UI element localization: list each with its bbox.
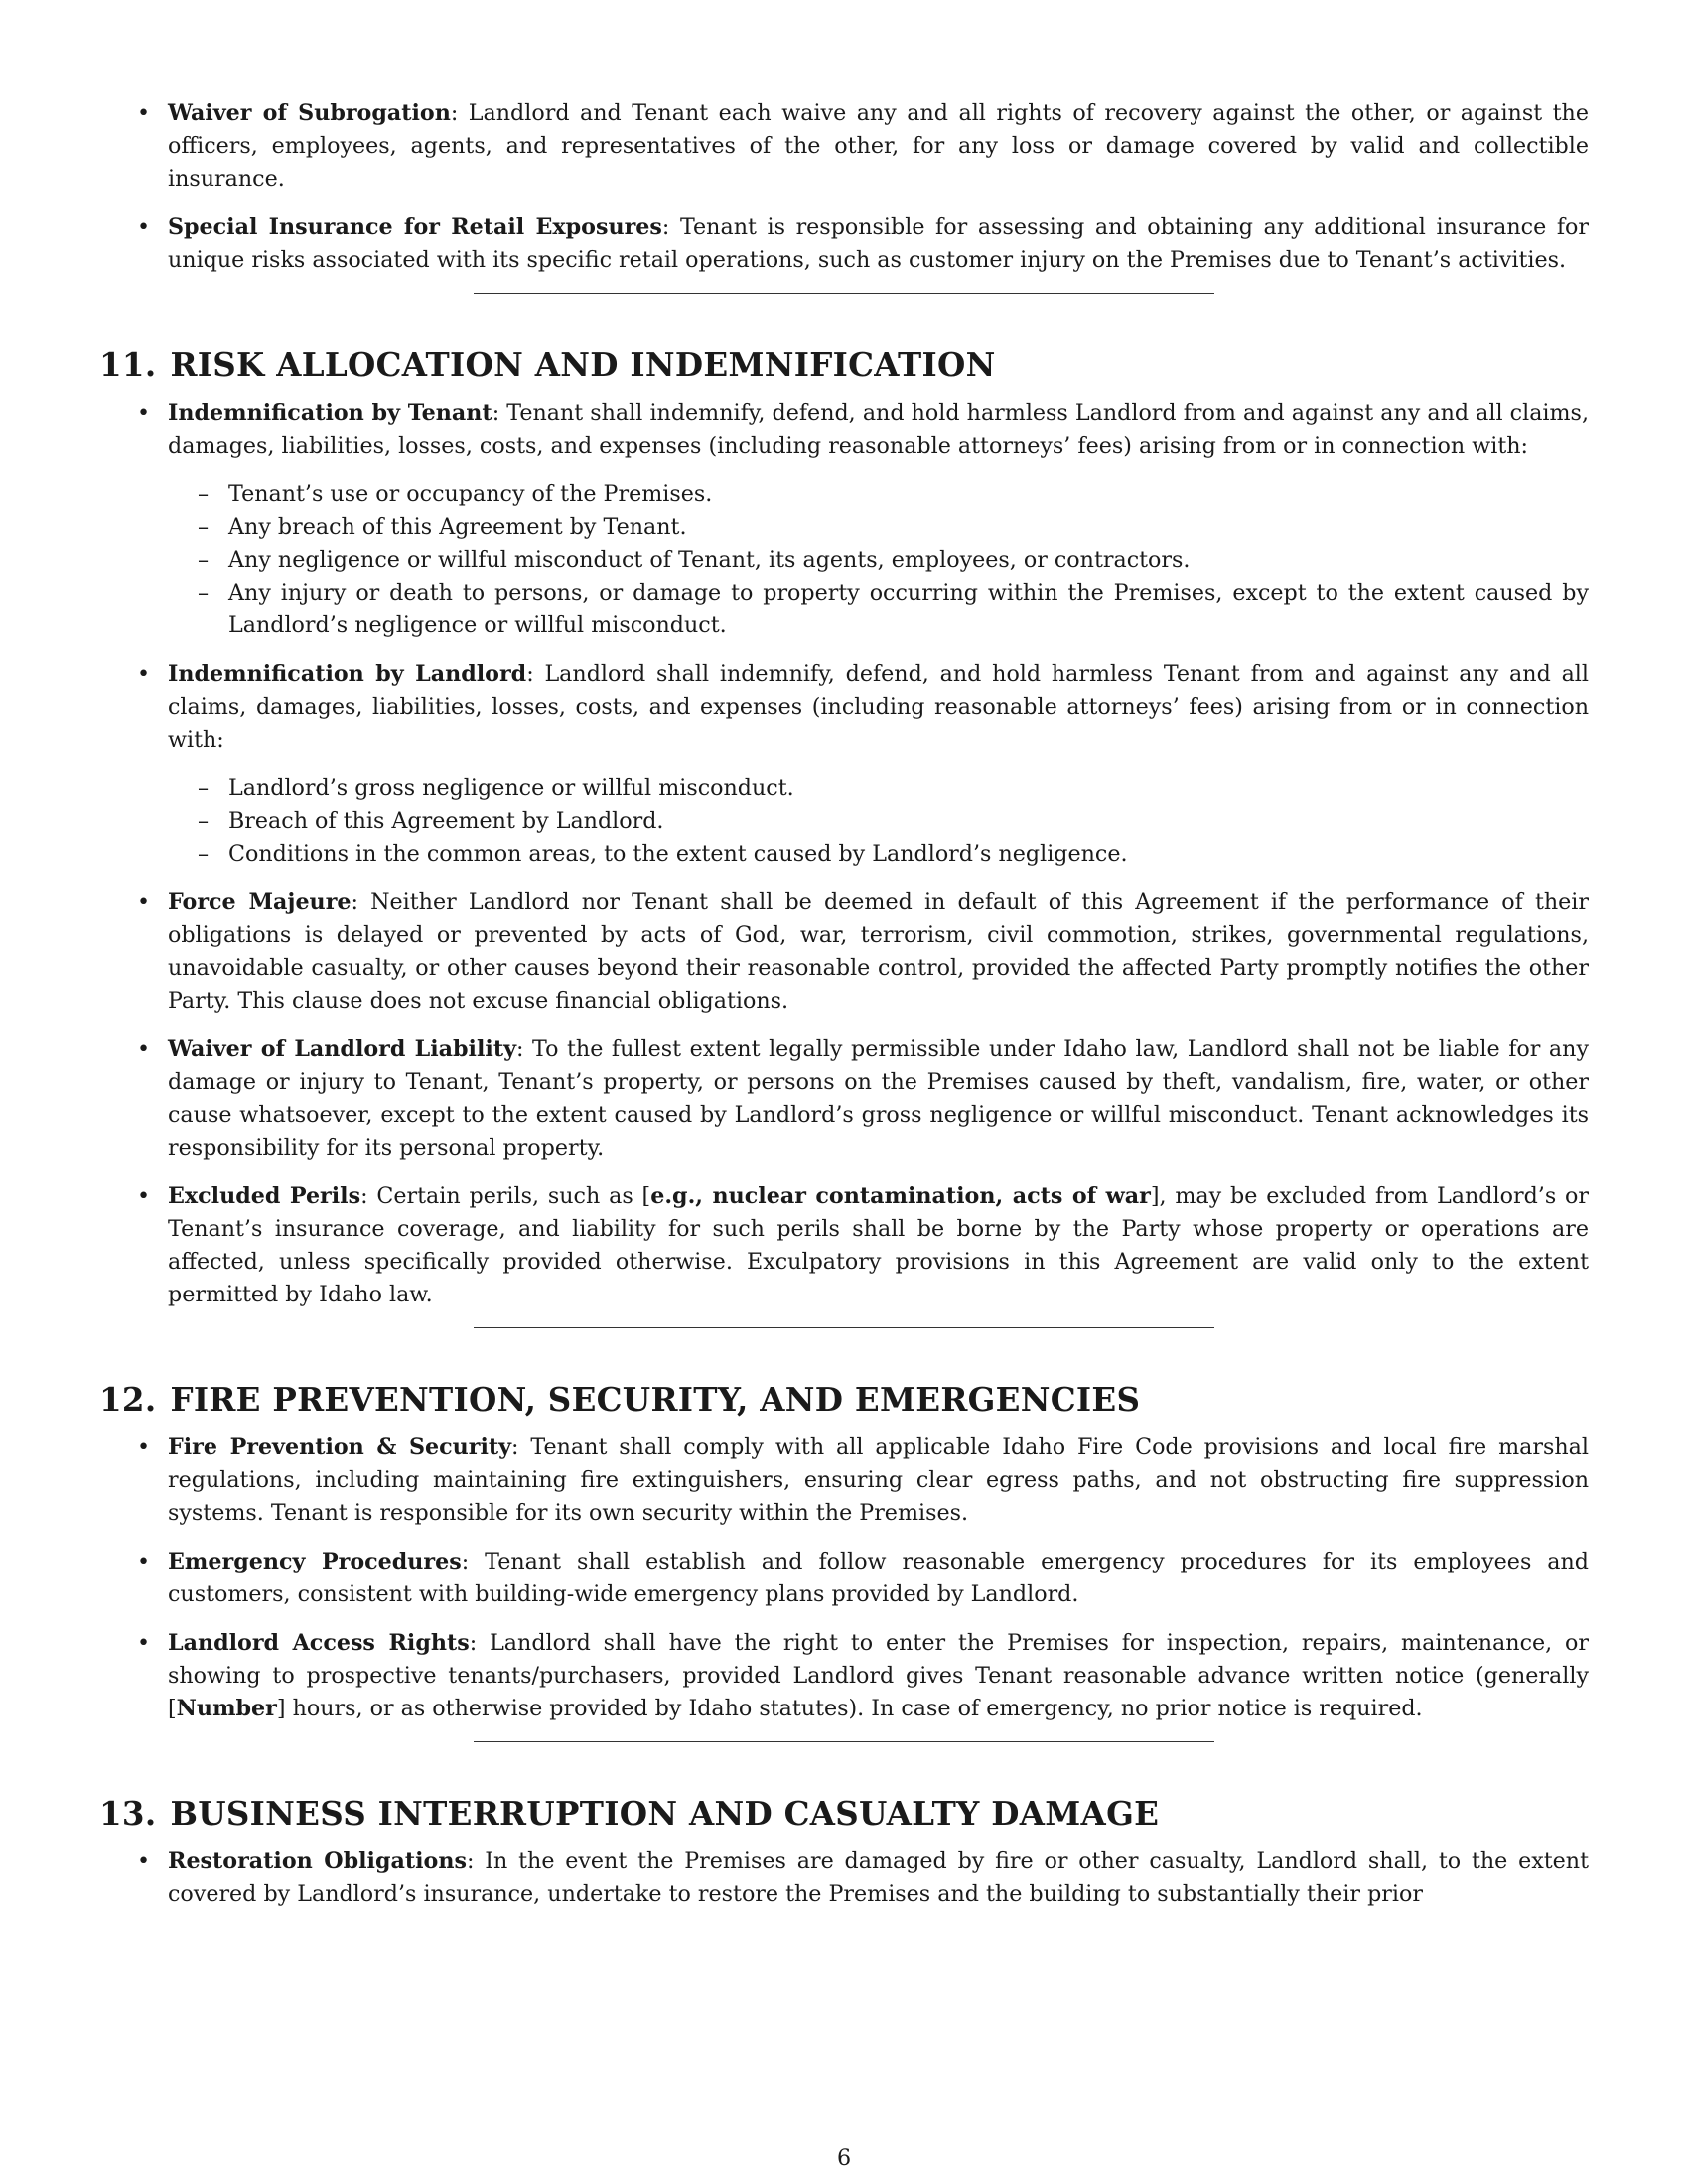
item-text: : Tenant shall indemnify, defend, and hold harmless Landlord from and against any and all claims, damages, liabilities, losses, costs, and expenses (including reasonable attorneys’ fees) arising from or in connection with: [168,400,1590,459]
item-term: Restoration Obligations [168,1848,467,1874]
item-text: : Certain perils, such as [ [360,1183,651,1209]
list-item [99,1432,1589,1530]
section-number: 11. [99,345,157,384]
section-divider [474,1327,1214,1328]
list-item [99,1546,1589,1611]
sub-item: – Any breach of this Agreement by Tenant. [168,511,1589,544]
section-13-list [99,1845,1589,1911]
section-13-heading [99,1794,1589,1834]
list-item [99,887,1589,1018]
list-item [99,658,1589,871]
item-text: : Tenant shall establish and follow reasonable emergency procedures for its employees and customers, consistent with building-wide emergency plans provided by Landlord. [168,1549,1589,1607]
placeholder-bold: Number [176,1696,277,1721]
item-text: : Landlord and Tenant each waive any and all rights of recovery against the other, or against the officers, employees, agents, and representatives of the other, for any loss or damage covered by valid and collectible insurance. [168,100,1589,192]
item-text: : Landlord shall indemnify, defend, and hold harmless Tenant from and against any and all claims, damages, liabilities, losses, costs, and expenses (including reasonable attorneys’ fees) arising from or in connection with: [168,661,1589,752]
item-text: : In the event the Premises are damaged by fire or other casualty, Landlord shall, to the extent covered by Landlord’s insurance, undertake to restore the Premises and the building to substantially their prior [168,1848,1590,1907]
item-term: Indemnification by Landlord [168,661,527,687]
item-text: : Tenant shall comply with all applicable Idaho Fire Code provisions and local fire marshal regulations, including maintaining fire extinguishers, ensuring clear egress paths, and not obstructing fire suppression systems. Tenant is responsible for its own security within the Premises. [168,1434,1589,1526]
item-text: : To the fullest extent legally permissible under Idaho law, Landlord shall not be liable for any damage or injury to Tenant, Tenant’s property, or persons on the Premises caused by theft, vandalism, fire, water, or other cause whatsoever, except to the extent caused by Landlord’s gross negligence or willful misconduct. Tenant acknowledges its responsibility for its personal property. [168,1036,1589,1160]
list-item [99,397,1589,642]
item-term: Waiver of Subrogation [168,100,451,126]
section-12-heading [99,1380,1589,1420]
section-11-list [99,397,1589,1311]
section-divider [474,1741,1214,1742]
item-text: : Landlord shall have the right to enter the Premises for inspection, repairs, maintenance, or showing to prospective tenants/purchasers, provided Landlord gives Tenant reasonable advance written notice (generally [ [168,1630,1590,1721]
item-term: Force Majeure [168,889,352,915]
section-title: BUSINESS INTERRUPTION AND CASUALTY DAMAGE [170,1794,1160,1833]
section-12-list [99,1432,1589,1725]
section-number: 12. [99,1380,157,1419]
item-term: Special Insurance for Retail Exposures [168,214,662,240]
item-term: Emergency Procedures [168,1549,462,1574]
section-11-heading [99,345,1589,385]
item-text: : Tenant is responsible for assessing and obtaining any additional insurance for unique risks associated with its specific retail operations, such as customer injury on the Premises due to Tenant’s activities. [168,214,1590,273]
document-page [99,97,1589,1927]
sub-item: – Breach of this Agreement by Landlord. [168,805,1589,838]
sub-item: – Landlord’s gross negligence or willful misconduct. [168,772,1589,805]
list-item [99,1180,1589,1311]
sub-list [168,478,1589,642]
list-item [99,97,1589,196]
section-title: FIRE PREVENTION, SECURITY, AND EMERGENCIES [170,1380,1141,1419]
item-term: Excluded Perils [168,1183,361,1209]
sub-item: – Any negligence or willful misconduct of Tenant, its agents, employees, or contractors. [168,544,1589,577]
section-title: RISK ALLOCATION AND INDEMNIFICATION [170,345,996,384]
list-item [99,1627,1589,1725]
item-text: : Neither Landlord nor Tenant shall be deemed in default of this Agreement if the performance of their obligations is delayed or prevented by acts of God, war, terrorism, civil commotion, strikes, governmental regulations, unavoidable casualty, or other causes beyond their reasonable control, provided the affected Party promptly notifies the other Party. This clause does not excuse financial obligations. [168,889,1589,1014]
item-text: ], may be excluded from Landlord’s or Tenant’s insurance coverage, and liability for such perils shall be borne by the Party whose property or operations are affected, unless specifically provided otherwise. Exculpatory provisions in this Agreement are valid only to the extent permitted by Idaho law. [168,1183,1590,1307]
list-item [99,1845,1589,1911]
sub-item: – Any injury or death to persons, or damage to property occurring within the Premises, except to the extent caused by Landlord’s negligence or willful misconduct. [168,577,1589,642]
list-item [99,211,1589,277]
sub-item: – Conditions in the common areas, to the extent caused by Landlord’s negligence. [168,838,1589,871]
insurance-list-continued [99,97,1589,277]
item-text: ] hours, or as otherwise provided by Idaho statutes). In case of emergency, no prior notice is required. [276,1696,1423,1721]
item-term: Fire Prevention & Security [168,1434,512,1460]
placeholder-bold: e.g., nuclear contamination, acts of war [650,1183,1151,1209]
list-item [99,1033,1589,1164]
item-term: Indemnification by Tenant [168,400,492,426]
section-number: 13. [99,1794,157,1833]
section-divider [474,293,1214,294]
item-term: Landlord Access Rights [168,1630,470,1656]
sub-item: – Tenant’s use or occupancy of the Premises. [168,478,1589,511]
page-number: 6 [836,2145,852,2171]
item-term: Waiver of Landlord Liability [168,1036,516,1062]
sub-list [168,772,1589,871]
